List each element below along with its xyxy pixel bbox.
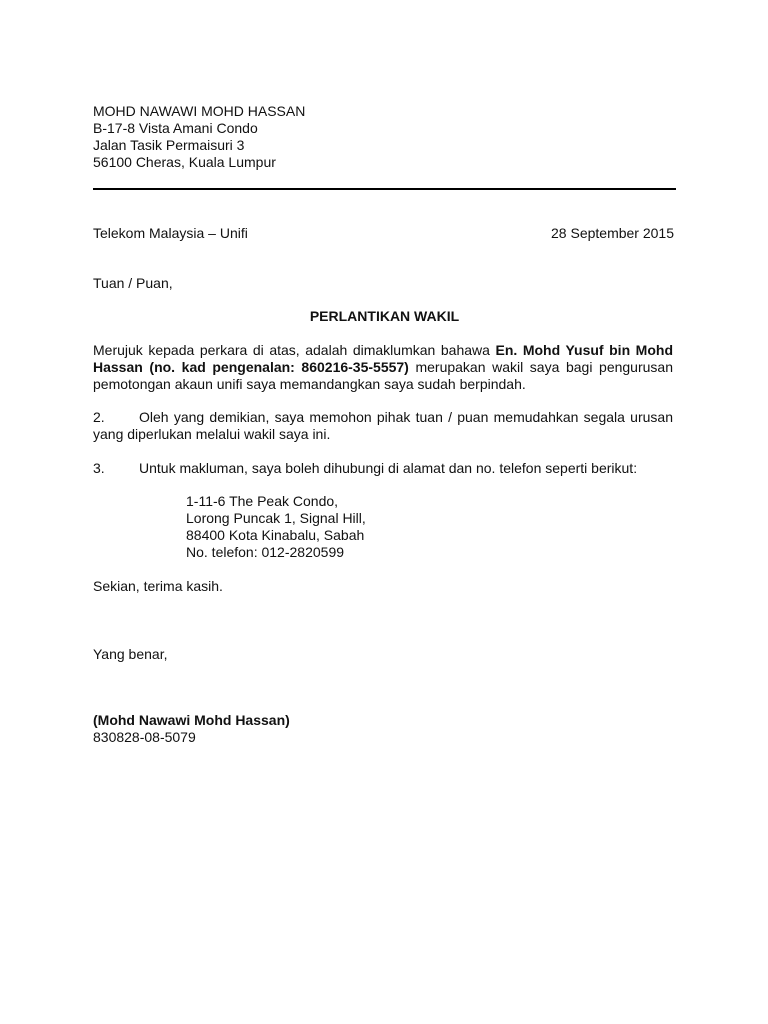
paragraph-2-number: 2. [93, 409, 105, 425]
paragraph-2-text: Oleh yang demikian, saya memohon pihak tuan / puan memudahkan segala urusan yang diperlukan melalui wakil saya ini. [93, 409, 673, 442]
sender-address-line2: Jalan Tasik Permaisuri 3 [93, 137, 245, 153]
paragraph-1 [93, 342, 673, 393]
sender-address-line1: B-17-8 Vista Amani Condo [93, 120, 258, 136]
paragraph-3 [93, 460, 673, 477]
contact-address-line2: Lorong Puncak 1, Signal Hill, [186, 510, 366, 526]
letter-date: 28 September 2015 [551, 225, 674, 241]
contact-address-line3: 88400 Kota Kinabalu, Sabah [186, 527, 365, 543]
subject-heading: PERLANTIKAN WAKIL [309, 308, 460, 324]
paragraph-1-text-before: Merujuk kepada perkara di atas, adalah dimaklumkan bahawa [93, 342, 496, 358]
recipient: Telekom Malaysia – Unifi [93, 225, 248, 241]
signatory-name: (Mohd Nawawi Mohd Hassan) [93, 712, 290, 728]
salutation: Tuan / Puan, [93, 275, 173, 291]
paragraph-3-number: 3. [93, 460, 105, 476]
header-divider [93, 188, 676, 190]
paragraph-1-text-after: merupakan wakil saya bagi pengurusan pemotongan akaun unifi saya memandangkan saya sudah berpindah. [93, 359, 673, 392]
contact-address-line1: 1-11-6 The Peak Condo, [186, 493, 339, 509]
contact-phone: No. telefon: 012-2820599 [186, 544, 345, 560]
paragraph-2 [93, 409, 673, 443]
sender-block [93, 103, 305, 171]
signatory-ic-number: 830828-08-5079 [93, 729, 196, 745]
contact-address [186, 493, 366, 561]
paragraph-1-bold-text: En. Mohd Yusuf bin Mohd Hassan (no. kad pengenalan: 860216-35-5557) [93, 342, 673, 375]
sign-off: Yang benar, [93, 646, 168, 662]
paragraph-3-text: Untuk makluman, saya boleh dihubungi di alamat dan no. telefon seperti berikut: [139, 460, 638, 476]
closing-line: Sekian, terima kasih. [93, 578, 223, 594]
sender-address-line3: 56100 Cheras, Kuala Lumpur [93, 154, 276, 170]
sender-name: MOHD NAWAWI MOHD HASSAN [93, 103, 306, 119]
